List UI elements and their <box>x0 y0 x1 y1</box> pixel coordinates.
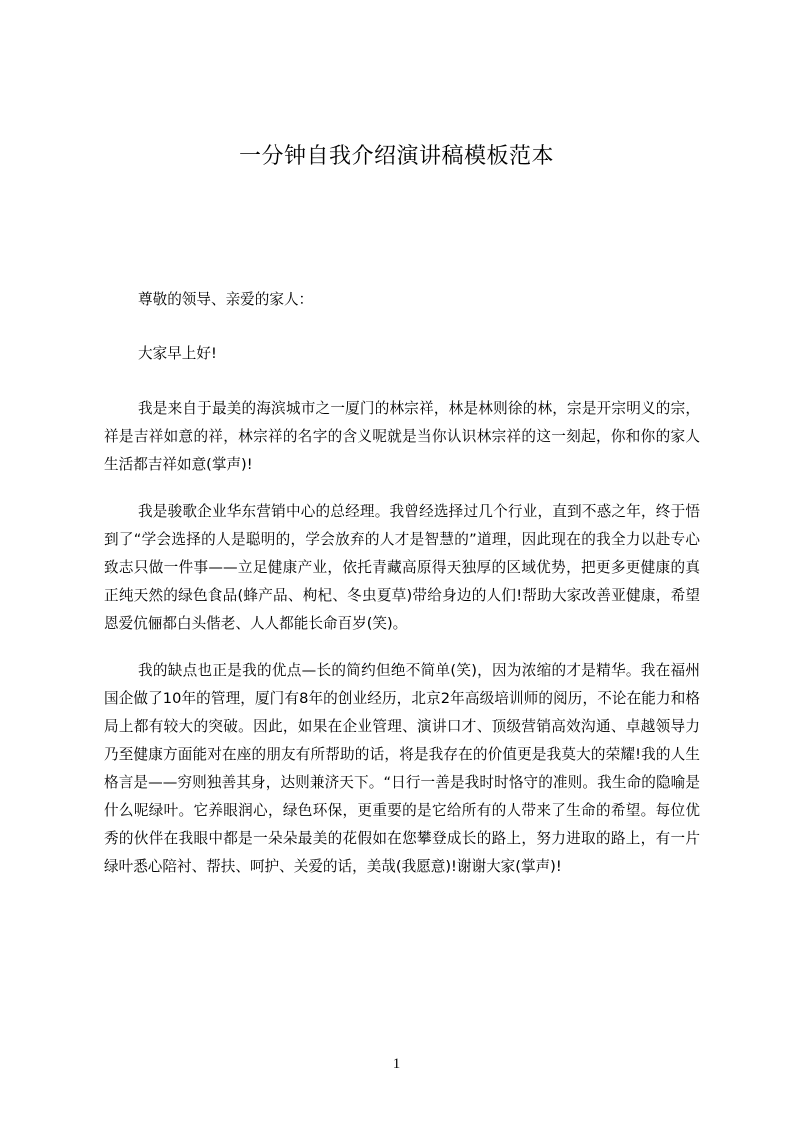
salutation: 尊敬的领导、亲爱的家人： <box>138 291 314 308</box>
paragraph-introduction: 我是来自于最美的海滨城市之一厦门的林宗祥，林是林则徐的林，宗是开宗明义的宗，祥是吉祥如意的祥，林宗祥的名字的含义呢就是当你认识林宗祥的这一刻起，你和你的家人生活都吉祥如意(掌声)! <box>104 400 700 473</box>
document-title: 一分钟自我介绍演讲稿模板范本 <box>238 144 554 169</box>
paragraph-career: 我是骏歌企业华东营销中心的总经理。我曾经选择过几个行业，直到不惑之年，终于悟到了“学会选择的人是聪明的，学会放弃的人才是智慧的”道理，因此现在的我全力以赴专心致志只做一件事——立足健康产业，依托青藏高原得天独厚的区域优势，把更多更健康的真正纯天然的绿色食品(蜂产品、枸杞、冬虫夏草)带给身边的人们!帮助大家改善亚健康，希望恩爱伉俪都白头偕老、人人都能长命百岁(笑)。 <box>104 503 700 632</box>
greeting: 大家早上好! <box>138 345 217 362</box>
page-number: 1 <box>392 1056 401 1072</box>
paragraph-strengths: 我的缺点也正是我的优点—长的简约但绝不简单(笑)，因为浓缩的才是精华。我在福州国企做了10年的管理，厦门有8年的创业经历，北京2年高级培训师的阅历，不论在能力和格局上都有较大的突破。因此，如果在企业管理、演讲口才、顶级营销高效沟通、卓越领导力乃至健康方面能对在座的朋友有所帮助的话，将是我存在的价值更是我莫大的荣耀!我的人生格言是——穷则独善其身，达则兼济天下。“日行一善是我时时恪守的准则。我生命的隐喻是什么呢绿叶。它养眼润心，绿色环保，更重要的是它给所有的人带来了生命的希望。每位优秀的伙伴在我眼中都是一朵朵最美的花假如在您攀登成长的路上，努力进取的路上，有一片绿叶悉心陪衬、帮扶、呵护、关爱的话，美哉(我愿意)!谢谢大家(掌声)! <box>104 662 700 875</box>
